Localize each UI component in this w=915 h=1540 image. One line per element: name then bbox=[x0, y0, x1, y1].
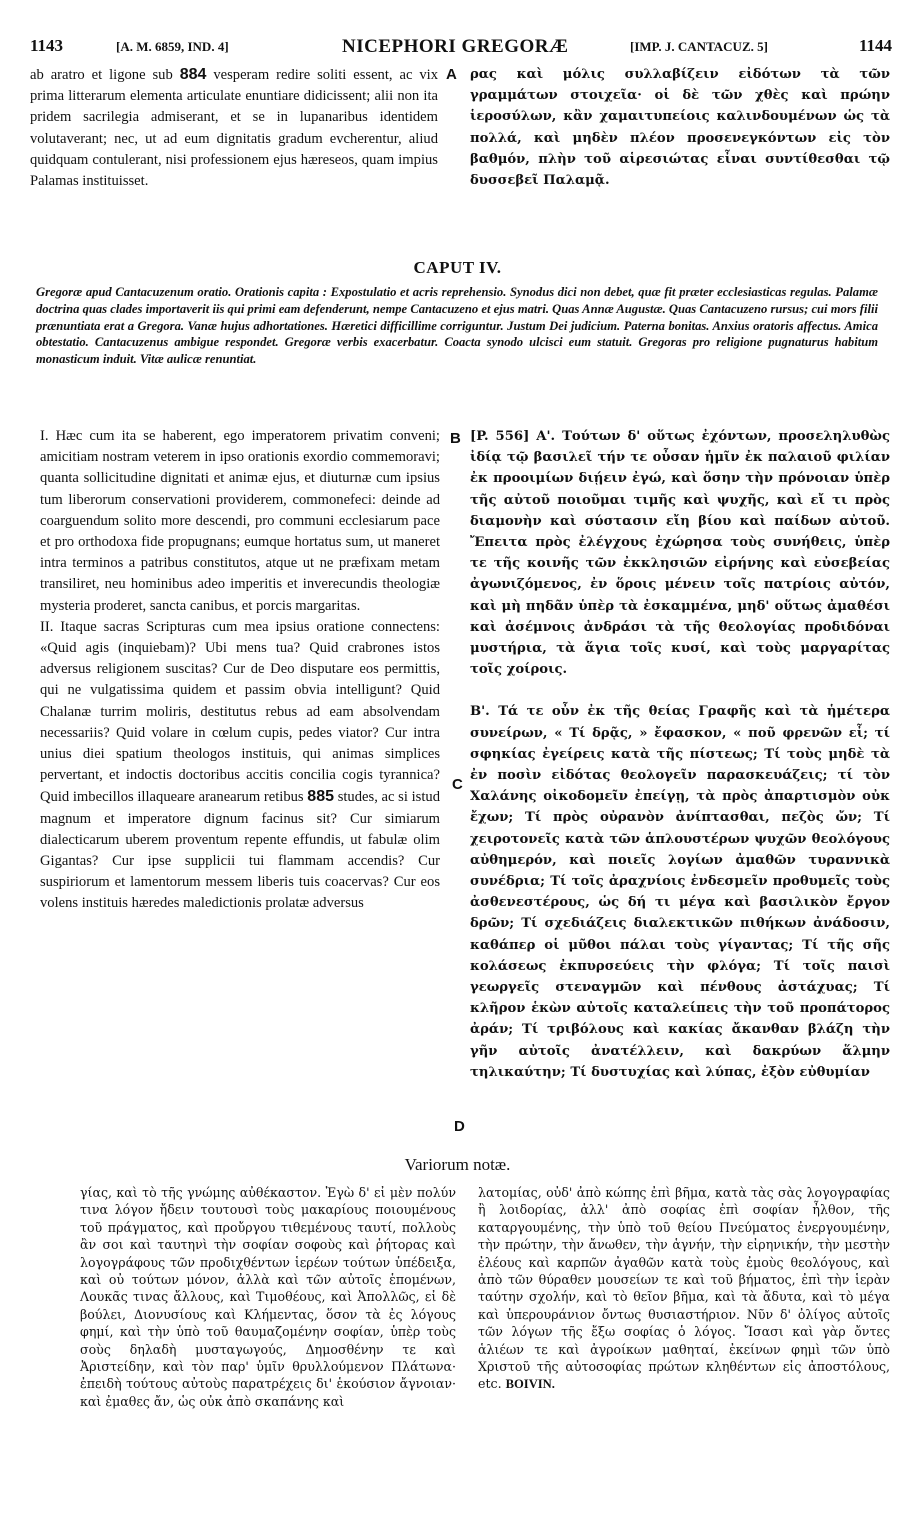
notes-signature: BOIVIN. bbox=[505, 1377, 555, 1392]
latin-paragraph-1: I. Hæc cum ita se haberent, ego imperatorem privatim conveni; amicitiam nostram veterem in ipso orationis exordio commemoravi; quanta sollicitudine dignitati et animæ ejus, et diuturnæ cum ipsius tum liberorum conservationi providerem, commonefeci: deinde ad coarguendum solito more descendi, pro communi ecclesiarum pace et pro orthodoxa fide propugnans; eumque hortatus sum, ut maneret intra terminos a patribus constitutos, atque ut ne præfixam metam transiliret, neu hominibus adeo imperitis et inverecundis theologiæ mysteria proderet, sancta canibus, et porcis margaritas. bbox=[40, 428, 440, 614]
top-latin-paragraph bbox=[30, 64, 438, 192]
page-number-left: 1143 bbox=[30, 36, 64, 55]
notes-heading: Variorum notæ. bbox=[404, 1155, 511, 1174]
margin-marker-b: B bbox=[450, 430, 461, 447]
chapter-heading: CAPUT IV. bbox=[413, 258, 502, 277]
greek-paragraph-1: [P. 556] Α'. Τούτων δ' οὕτως ἐχόντων, προσεληλυθὼς ἰδίᾳ τῷ βασιλεῖ τήν τε οὖσαν ἡμῖν ἐκ παλαιοῦ φιλίαν ἐκ προοιμίων διῄειν ἐγώ, καὶ ὅσην τὴν πρόνοιαν ὑπὲρ τῆς αὐτοῦ ποιοῦμαι τιμῆς καὶ ψυχῆς, καὶ εἴ τι πρὸς διαμονὴν καὶ σύστασιν εἴη βίου καὶ παίδων αὐτοῦ. Ἔπειτα πρὸς ἐλέγχους ἐχώρησα τοὺς συνήθεις, ὑπὲρ τε τῆς κοινῆς τῶν ἐκκλησιῶν εἰρήνης καὶ εὐσεβείας ἀγωνιζόμενος, ἐν ὅροις μένειν τοῖς πατρίοις αὐτόν, καὶ μὴ πηδᾶν ὑπὲρ τὰ ἐσκαμμένα, μηδ' οὕτως ἀμαθέσι καὶ ἀσέμνοις ἀνδράσι τὰ τῆς θεολογίας προδιδόναι μυστήρια, τὰ ἅγια τοῖς κυσί, καὶ τοὺς μαργαρίτας τοῖς χοίροις. bbox=[470, 429, 890, 678]
page-number-right: 1144 bbox=[858, 36, 892, 55]
margin-marker-d: D bbox=[454, 1118, 465, 1135]
margin-marker-c: C bbox=[452, 776, 463, 793]
chapter-argument: Gregoræ apud Cantacuzenum oratio. Orationis capita : Expostulatio et acris reprehensio. Synodus dici non debet, quæ fit præter ecclesiasticas regulas. Palamæ doctrina quas clades importaverit iis qui primi eam defenderunt, nempe Cantacuzeno et ejus matri. Quas Annæ Augustæ. Quas Cantacuzeno rursus; cui mors filii prænuntiata erat a Gregora. Vanæ hujus adhortationes. Hæretici difficillime corriguntur. Justum Dei judicium. Paterna bonitas. Anxius oratoris affectus. Amica obtestatio. Cantacuzenus ambigue respondet. Gregoræ verbis exacerbatur. Coacta synodo ulcisci eum statuit. Gregoras pro religione pugnaturus habitum monasticum induit. Vitæ aulicæ renuntiat. bbox=[36, 285, 878, 367]
running-title: NICEPHORI GREGORÆ bbox=[342, 36, 569, 57]
latin-paragraph-2-start: II. Itaque sacras Scripturas cum mea ipsius oratione connectens: «Quid agis (inquiebam)? Ubi mens tua? Quid crabrones istos adversus religionem suscitas? Cur de Deo disputare eos permittis, qui ne vulgatissima quidem et passim obvia intelligunt? Quid Chalanæ turrim moliris, destitutus rebus ad eam absolvendam necessariis? Quid volare in cœlum cupis, pedes viator? Cur intra unius diei spatium theologos instituis, qui animas simplices pervertant, et indoctis doctoribus accitis concilia cogis tyrannica? Quid imbecillos illaqueare aranearum retibus bbox=[40, 618, 440, 806]
latin-paragraph-2-end: studes, ac si istud magnum et imperatore dignum facinus sit? Cur simiarum dialecticarum uberem proventum repente effundis, ut fabulæ olim Gigantas? Cur ipse supplicii tui flammam accendis? Cur suspiriorum et lamentorum messem liberis tuis coacervas? Cur eos volens instituis hæredes maledictionis prolatæ adversus bbox=[40, 789, 440, 912]
column-number-marker: 884 bbox=[179, 66, 207, 83]
top-latin-text-end: vesperam redire soliti essent, ac vix prima litterarum elementa articulate enuntiare didicissent; alii non ita pridem sacrilegia admiserant, et se in lupanaribus identidem volutaverant; nec, ut ad eum dignitatis gradum evcherentur, aliud quidquam contulerant, nisi professionem ejus hæreseos, quam impius Palamas instituisset. bbox=[30, 67, 438, 190]
greek-paragraph-2: Β'. Τά τε οὖν ἐκ τῆς θείας Γραφῆς καὶ τὰ ἡμέτερα συνείρων, « Τί δρᾷς, » ἔφασκον, « ποῦ φρενῶν εἶ; τί σφηκίας ἐγείρεις κατὰ τῆς πίστεως; Τί τοὺς μηδὲ τὰ ἐν ποσὶν εἰδότας θεολογεῖν παρασκευάζεις; τί τὸν Χαλάνης οἰκοδομεῖν ἐπείγῃ, τὰ πρὸς ἀπαρτισμὸν οὐκ ἔχων; Τί πρὸς οὐρανὸν ἀνίπτασθαι, πεζὸς ὤν; Τί χειροτονεῖς κατὰ τῶν ἁπλουστέρων ψυχῶν θεολόγους αὐθημερόν, καὶ ποιεῖς λογίων ἀμαθῶν τυραννικὰ συνέδρια; Τί τοῖς ἀραχνίοις ἐνδεσμεῖν προθυμεῖς τοὺς ἀσθενεστέρους, ὡς δή τι μέγα καὶ βασιλικὸν ἔργον δρῶν; Τί σχεδιάζεις διαλεκτικῶν πιθήκων ἀνάδοσιν, καθάπερ οἱ μῦθοι πάλαι τοὺς γίγαντας; Τί τῆς σῆς κολάσεως ἐκπυρσεύεις τὴν φλόγα; Τί τοῖς παισὶ γεωργεῖς στεναγμῶν καὶ πένθους ἀστάχυας; Τί κλῆρον ἑκὼν αὐτοῖς καταλείπεις τὴν τοῦ προπάτορος ἀράν; Τί τριβόλους καὶ κακίας ἄκανθαν βλάζη τὴν γῆν αὐτοῖς ἀνατέλλειν, καὶ δακρύων ἅλμην τηλικαύτην; Τί δυστυχίας καὶ λύπας, ἐξὸν εὐθυμίαν bbox=[470, 704, 890, 1080]
header-reference-left: [A. M. 6859, IND. 4] bbox=[116, 39, 229, 54]
page-header bbox=[30, 36, 892, 62]
notes-right-text: λατομίας, οὐδ' ἀπὸ κώπης ἐπὶ βῆμα, κατὰ τὰς σὰς λογογραφίας ἢ λοιδορίας, ἀλλ' ἀπὸ σοφίας ἐπὶ σοφίαν ἦλθον, τῆς καταργουμένης, τὴν ὑπὸ τοῦ θείου Πνεύματος ἐνεργουμένην, τὴν πρώτην, τὴν ἄνωθεν, τὴν ἁγνήν, τὴν εἰρηνικήν, τὴν μεστὴν ἐλέους καὶ καρπῶν ἀγαθῶν κατὰ τοὺς ἐμοὺς θεολόγους, καὶ ἀπὸ τῶν θύραθεν μουσείων τε καὶ τοῦ βήματος, ἐπὶ τὴν ἱερὰν ταύτην σχολήν, καὶ τὸ θεῖον βῆμα, καὶ τὰ ἄδυτα, καὶ τὸ μέγα καὶ ὑπερουράνιον ὄντως θυσιαστήριον. Νῦν δ' ὀλίγος αὐτοῖς τῶν λόγων τῆς ἔξω σοφίας ὁ λόγος. Ἴσασι καὶ γὰρ ὄντες ἁλιέων τε καὶ ἀγροίκων μαθηταί, ἐκείνων φημὶ τῶν ὑπὸ Χριστοῦ τῆς αὐτοσοφίας πρώτων κληθέντων εἰς ἀποστόλους, etc. bbox=[478, 1185, 890, 1392]
main-greek-column bbox=[470, 426, 890, 1083]
top-latin-column bbox=[30, 64, 438, 192]
header-reference-right: [IMP. J. CANTACUZ. 5] bbox=[630, 39, 768, 54]
notes-column-left: γίας, καὶ τὸ τῆς γνώμης αὐθέκαστον. Ἐγὼ δ' εἰ μὲν πολύν τινα λόγον ἤδειν τουτουσὶ τοὺς μακαρίους ποιουμένους τοῦ πράγματος, καὶ προὔργου τιθεμένους ταυτί, πολλοὺς ἂν σοι καὶ ταυτηνὶ τὴν σοφίαν σοφοὺς καὶ ῥήτορας καὶ λογογράφους τῶν προδιχθέντων ἱερέων τούτων ὑπέδειξα, καὶ οὐ τούτων μόνον, ἀλλὰ καὶ τῶν αὐτοῖς ἑπομένων, Λουκᾶς τινας ἄλλους, καὶ Τιμοθέους, καὶ Ἀπολλῶς, εἰ δὲ βούλει, Διονυσίους καὶ Κλήμεντας, ὅσον τὰ ἐς λόγους φημί, καὶ τὴν ὑπὸ τοῦ θαυμαζομένην σοφίαν, ὑπὲρ τοὺς σοὺς δηλαδὴ μυσταγωγούς, Δημοσθένην τε καὶ Ἀριστείδην, καὶ τὸν παρ' ὑμῖν θρυλλούμενον Πλάτωνα· ἐπειδὴ τούτους αὐτοὺς παρατρέχεις δι' ἑκούσιον ἄγνοιαν· καὶ ἐμαθες ἄν, ὡς οὐκ ἀπὸ σκαπάνης καὶ bbox=[80, 1185, 456, 1409]
latin-paragraph-2 bbox=[40, 617, 440, 915]
top-greek-paragraph: ρας καὶ μόλις συλλαβίζειν εἰδότων τὰ τῶν γραμμάτων στοιχεῖα· οἱ δὲ τῶν χθὲς καὶ πρώην ἱεροσύλων, κἂν χαμαιτυπείοις καλινδουμένων ὡς τὰ πολλά, καὶ μηδὲν πλέον προσενεγκόντων εἰς τὸν βαθμόν, πλὴν τοῦ αἱρεσιώτας εἶναι συντίθεσθαι τῷ δυσσεβεῖ Παλαμᾷ. bbox=[470, 67, 890, 189]
notes-column-right bbox=[478, 1184, 890, 1394]
top-latin-text-start: ab aratro et ligone sub bbox=[30, 67, 173, 83]
top-greek-column bbox=[470, 64, 890, 191]
main-latin-column bbox=[40, 426, 440, 915]
margin-marker-a: A bbox=[446, 66, 457, 83]
column-number-marker-2: 885 bbox=[307, 788, 334, 806]
